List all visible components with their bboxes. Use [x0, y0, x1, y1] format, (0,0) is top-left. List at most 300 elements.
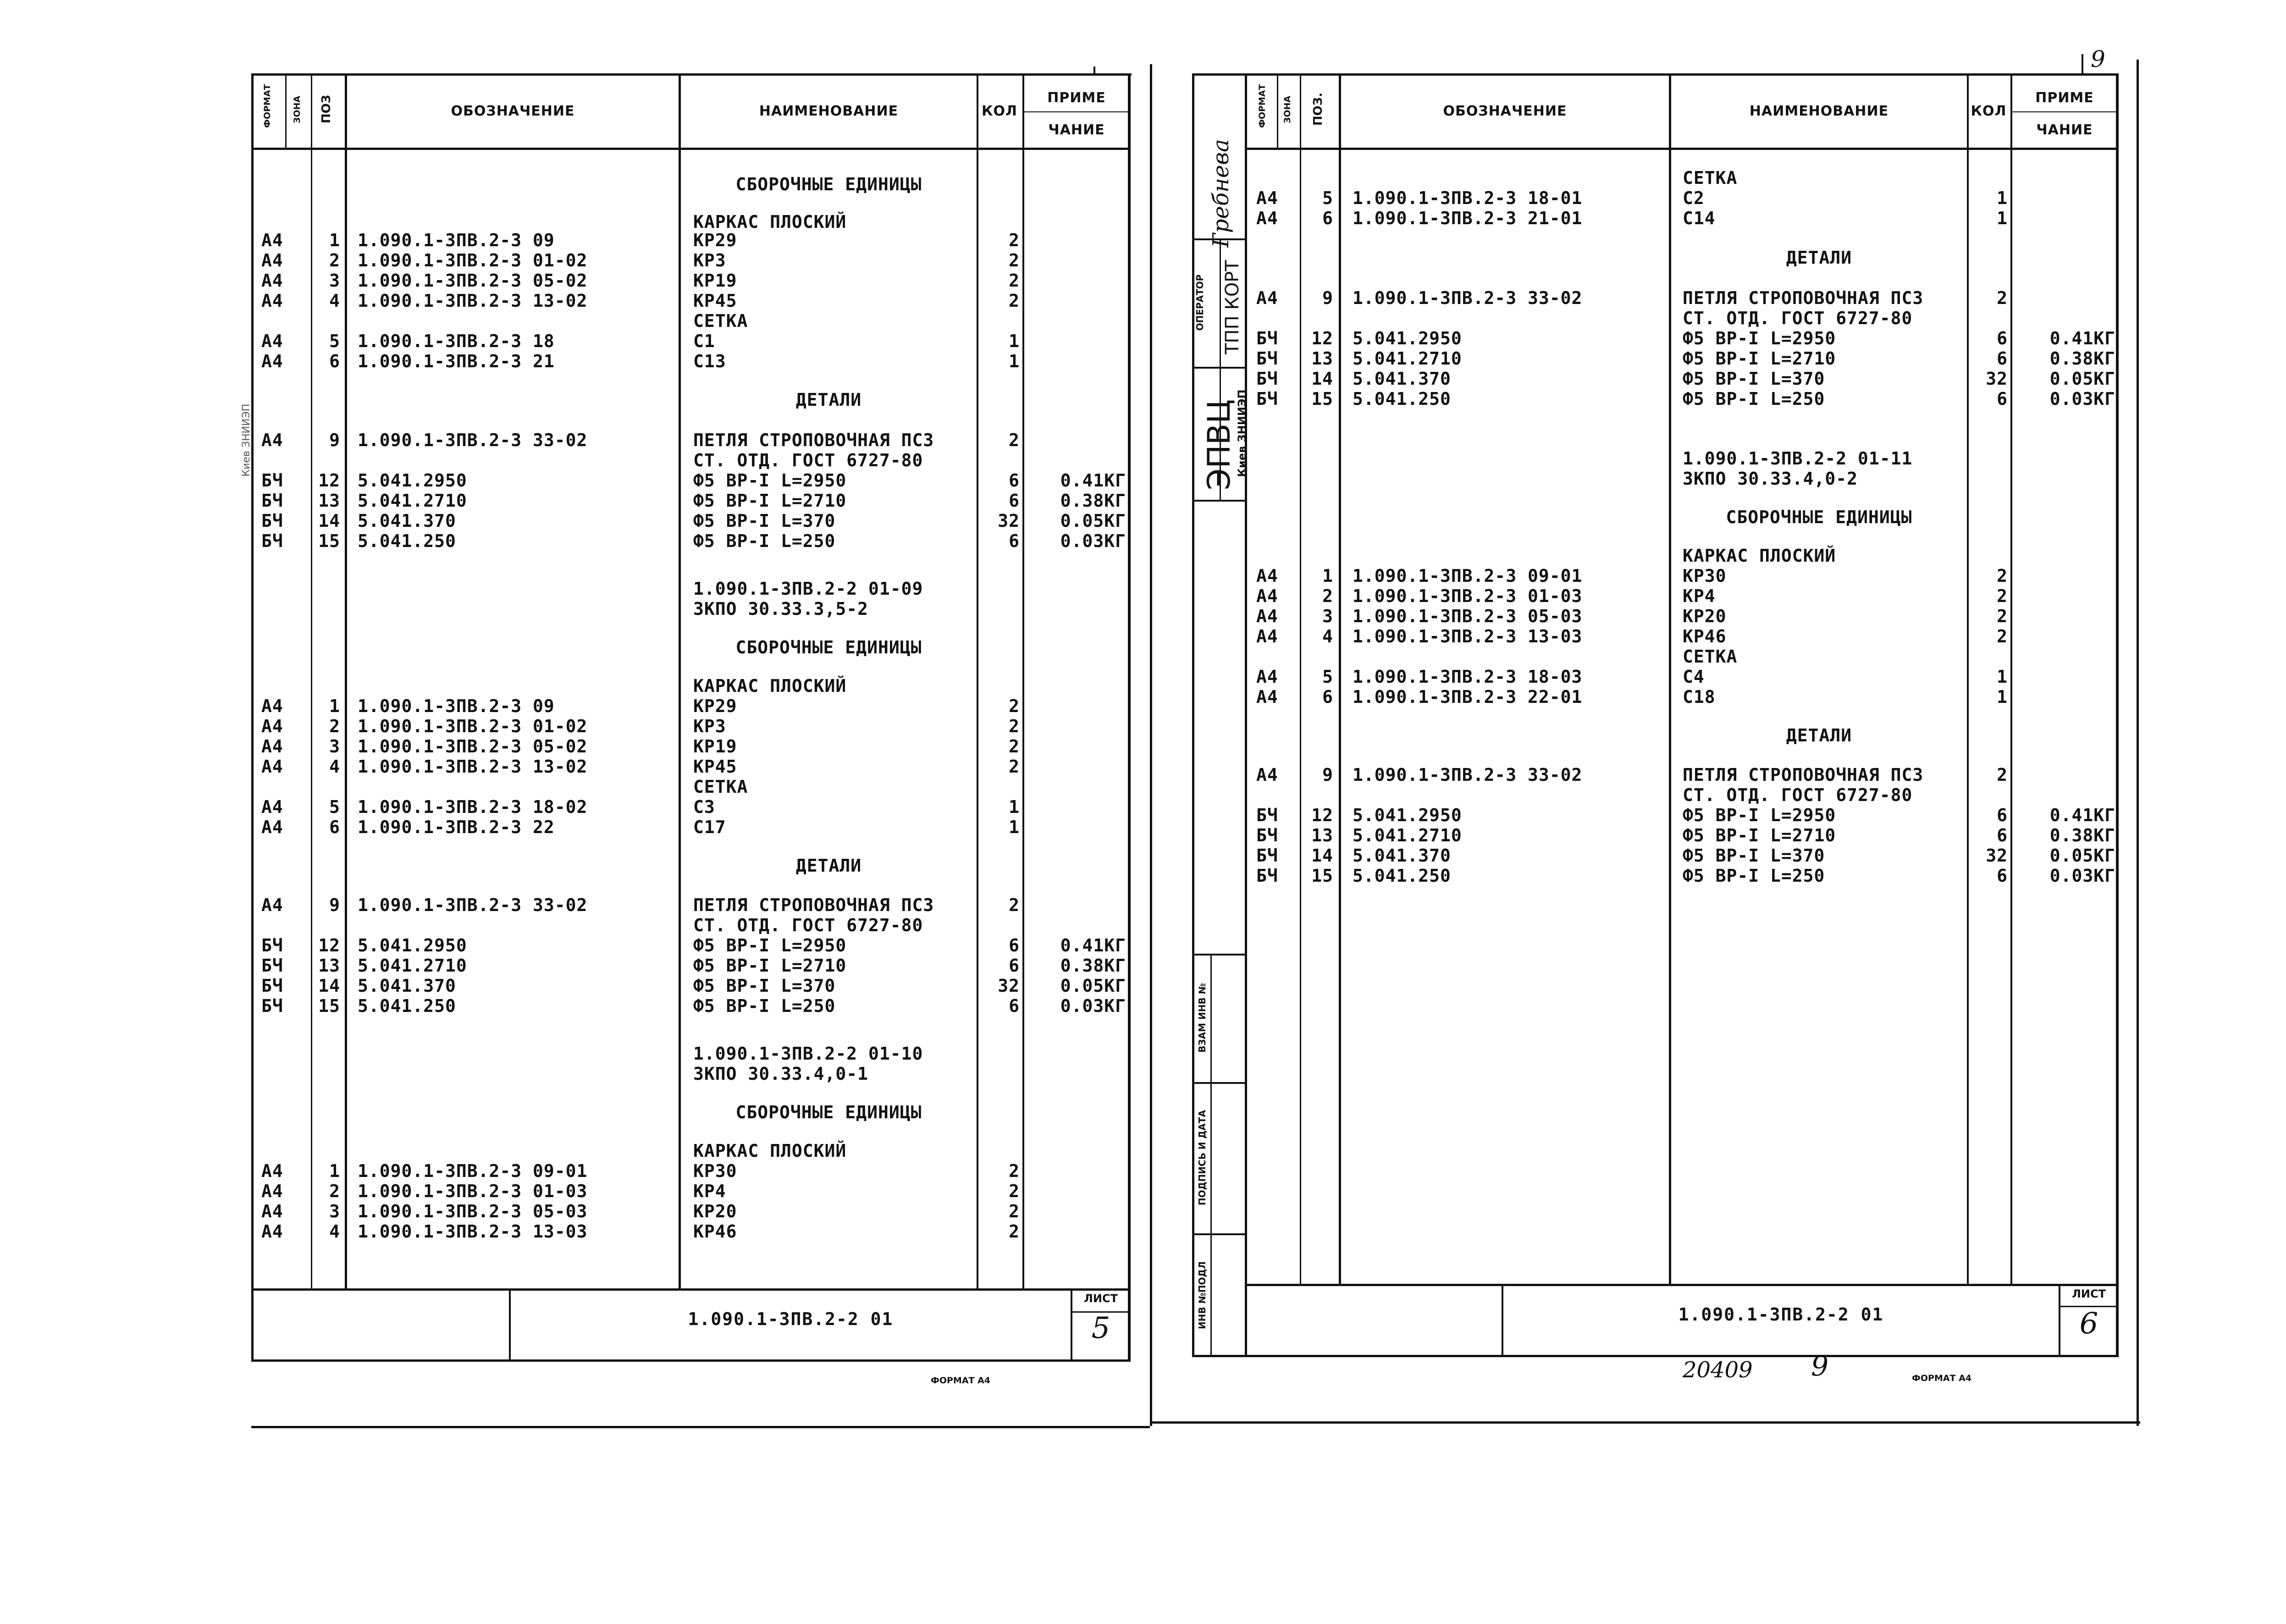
header-designation: ОБОЗНАЧЕНИЕ — [1443, 103, 1567, 119]
cell-note: 0.41КГ — [1060, 470, 1126, 491]
cell-format: А4 — [261, 430, 283, 450]
cell-pos: 1 — [329, 696, 340, 716]
cell-designation: 1.090.1-3ПВ.2-3 09 — [358, 230, 555, 250]
operator-label: ОПЕРАТОР — [1194, 274, 1205, 331]
cell-name: КР30 — [693, 1161, 737, 1181]
header-note-2: ЧАНИЕ — [2036, 122, 2093, 138]
org-name: ЭПВЦ — [1201, 399, 1237, 491]
cell-note: 0.41КГ — [2049, 328, 2115, 348]
cell-name: С18 — [1683, 687, 1716, 707]
cell-format: А4 — [261, 895, 283, 915]
cell-designation: 1.090.1-3ПВ.2-3 18-02 — [358, 797, 588, 817]
cell-pos: 6 — [1322, 687, 1333, 707]
cell-designation: 5.041.250 — [1353, 866, 1451, 886]
cell-pos: 3 — [329, 271, 340, 291]
cell-designation: 1.090.1-3ПВ.2-3 13-03 — [358, 1221, 588, 1242]
cell-qty: 6 — [1997, 389, 2008, 409]
table-row — [0, 866, 2286, 886]
header-qty: КОЛ — [1971, 103, 2007, 119]
cell-designation: 1.090.1-3ПВ.2-3 21-01 — [1353, 208, 1583, 228]
cell-format: БЧ — [261, 996, 283, 1016]
cell-pos: 1 — [329, 230, 340, 250]
cell-format: А4 — [1256, 626, 1278, 646]
cell-format: А4 — [1256, 208, 1278, 228]
cell-name: Ф5 ВР-I L=2950 — [693, 935, 847, 956]
cell-qty: 6 — [1009, 531, 1020, 551]
replace-inv-label: ВЗАМ ИНВ № — [1197, 983, 1208, 1053]
table-row — [0, 725, 2286, 746]
cell-name: ПЕТЛЯ СТРОПОВОЧНАЯ ПС3 — [1683, 765, 1924, 785]
cell-qty: 1 — [1997, 208, 2008, 228]
sheet-number: 6 — [2079, 1307, 2098, 1341]
header-name: НАИМЕНОВАНИЕ — [759, 103, 899, 119]
handwritten-page: 9 — [1811, 1350, 1829, 1382]
cell-pos: 6 — [1322, 208, 1333, 228]
cell-pos: 4 — [1322, 626, 1333, 646]
cell-format: А4 — [261, 331, 283, 351]
cell-qty: 2 — [1009, 757, 1020, 777]
cell-name: Ф5 ВР-I L=250 — [693, 996, 836, 1016]
header-pos: ПОЗ — [320, 94, 333, 124]
cell-designation: 1.090.1-3ПВ.2-3 33-02 — [1353, 288, 1583, 308]
table-row — [0, 369, 2286, 389]
cell-name: СЕТКА — [693, 311, 748, 331]
section-title: СБОРОЧНЫЕ ЕДИНИЦЫ — [735, 174, 922, 194]
cell-format: БЧ — [1256, 328, 1278, 348]
header-qty: КОЛ — [982, 103, 1017, 119]
cell-pos: 3 — [329, 1201, 340, 1221]
cell-name: Ф5 ВР-I L=2950 — [1683, 328, 1836, 348]
cell-note: 0.05КГ — [2049, 845, 2115, 866]
cell-qty: 2 — [1009, 230, 1020, 250]
cell-pos: 2 — [329, 716, 340, 736]
cell-name: 1.090.1-3ПВ.2-2 01-09 — [693, 579, 923, 599]
cell-format: А4 — [1256, 765, 1278, 785]
header-zone: ЗОНА — [292, 95, 302, 124]
cell-designation: 1.090.1-3ПВ.2-3 05-02 — [358, 736, 588, 757]
cell-qty: 2 — [1009, 430, 1020, 450]
side-note: Киев ЗНИИЭП — [241, 403, 252, 477]
cell-designation: 1.090.1-3ПВ.2-3 22-01 — [1353, 687, 1583, 707]
cell-name: С2 — [1683, 188, 1705, 208]
cell-pos: 9 — [329, 430, 340, 450]
cell-designation: 5.041.370 — [358, 976, 456, 996]
sheet-number: 5 — [1091, 1311, 1110, 1345]
cell-qty: 6 — [1009, 935, 1020, 956]
cell-format: А4 — [261, 230, 283, 250]
cell-pos: 12 — [318, 470, 340, 491]
cell-qty: 6 — [1997, 825, 2008, 845]
cell-pos: 9 — [1322, 765, 1333, 785]
cell-designation: 1.090.1-3ПВ.2-3 13-02 — [358, 291, 588, 311]
cell-pos: 1 — [329, 1161, 340, 1181]
cell-note: 0.41КГ — [1060, 935, 1126, 956]
cell-qty: 2 — [1009, 895, 1020, 915]
cell-designation: 5.041.370 — [1353, 369, 1451, 389]
cell-format: А4 — [261, 696, 283, 716]
cell-format: А4 — [1256, 606, 1278, 626]
cell-designation: 5.041.250 — [358, 531, 456, 551]
cell-name: КАРКАС ПЛОСКИЙ — [693, 676, 847, 696]
cell-designation: 1.090.1-3ПВ.2-3 21 — [358, 351, 555, 371]
cell-designation: 5.041.2710 — [1353, 348, 1462, 369]
cell-pos: 12 — [1311, 805, 1333, 825]
header-designation: ОБОЗНАЧЕНИЕ — [451, 103, 575, 119]
header-zone: ЗОНА — [1282, 95, 1292, 124]
cell-qty: 2 — [1997, 765, 2008, 785]
table-row — [0, 606, 2286, 626]
cell-name: КР46 — [693, 1221, 737, 1242]
cell-qty: 2 — [1009, 1181, 1020, 1201]
signature: Гребнева — [1208, 139, 1234, 248]
cell-name: С4 — [1683, 667, 1705, 687]
cell-format: А4 — [261, 716, 283, 736]
cell-designation: 5.041.2710 — [358, 491, 467, 511]
cell-format: БЧ — [261, 491, 283, 511]
cell-format: БЧ — [1256, 805, 1278, 825]
cell-qty: 6 — [1997, 348, 2008, 369]
cell-note: 0.03КГ — [1060, 531, 1126, 551]
cell-format: А4 — [261, 757, 283, 777]
cell-pos: 13 — [1311, 825, 1333, 845]
cell-format: БЧ — [261, 531, 283, 551]
cell-pos: 5 — [1322, 188, 1333, 208]
cell-designation: 1.090.1-3ПВ.2-3 18-03 — [1353, 667, 1583, 687]
cell-designation: 1.090.1-3ПВ.2-3 01-03 — [358, 1181, 588, 1201]
section-title: ДЕТАЛИ — [1786, 248, 1852, 268]
header-pos: ПОЗ. — [1311, 92, 1325, 126]
sheet-label: ЛИСТ — [2071, 1287, 2106, 1300]
cell-name: СЕТКА — [1683, 168, 1738, 188]
cell-designation: 5.041.2950 — [1353, 805, 1462, 825]
cell-qty: 1 — [1997, 188, 2008, 208]
cell-pos: 15 — [318, 996, 340, 1016]
cell-pos: 12 — [318, 935, 340, 956]
cell-format: БЧ — [1256, 369, 1278, 389]
cell-qty: 1 — [1997, 687, 2008, 707]
cell-name: С3 — [693, 797, 715, 817]
cell-pos: 14 — [1311, 845, 1333, 866]
cell-name: СТ. ОТД. ГОСТ 6727-80 — [693, 450, 923, 470]
format-label: ФОРМАТ А4 — [1912, 1373, 1972, 1383]
cell-note: 0.38КГ — [2049, 348, 2115, 369]
cell-designation: 1.090.1-3ПВ.2-3 01-02 — [358, 250, 588, 271]
cell-name: Ф5 ВР-I L=250 — [1683, 866, 1825, 886]
cell-qty: 2 — [1009, 716, 1020, 736]
cell-name: Ф5 ВР-I L=2710 — [693, 491, 847, 511]
cell-format: БЧ — [261, 976, 283, 996]
cell-designation: 5.041.2710 — [1353, 825, 1462, 845]
cell-name: ПЕТЛЯ СТРОПОВОЧНАЯ ПС3 — [1683, 288, 1924, 308]
cell-name: 1.090.1-3ПВ.2-2 01-10 — [693, 1044, 923, 1064]
section-title: ДЕТАЛИ — [795, 856, 862, 876]
document-designation: 1.090.1-3ПВ.2-2 01 — [1678, 1304, 1884, 1325]
table-row — [0, 248, 2286, 268]
cell-designation: 1.090.1-3ПВ.2-3 05-03 — [1353, 606, 1583, 626]
table-row — [0, 785, 2286, 805]
cell-name: Ф5 ВР-I L=370 — [1683, 369, 1825, 389]
cell-format: А4 — [1256, 566, 1278, 586]
cell-designation: 1.090.1-3ПВ.2-3 01-02 — [358, 716, 588, 736]
cell-format: БЧ — [1256, 845, 1278, 866]
table-row — [0, 825, 2286, 845]
cell-name: ПЕТЛЯ СТРОПОВОЧНАЯ ПС3 — [693, 430, 934, 450]
cell-qty: 32 — [998, 511, 1020, 531]
handwritten-number: 20409 — [1683, 1357, 1753, 1383]
cell-qty: 6 — [1009, 996, 1020, 1016]
cell-name: КР20 — [693, 1201, 737, 1221]
cell-qty: 2 — [1009, 736, 1020, 757]
cell-format: А4 — [261, 817, 283, 837]
header-note-1: ПРИМЕ — [2035, 90, 2094, 106]
cell-pos: 2 — [1322, 586, 1333, 606]
cell-format: А4 — [261, 797, 283, 817]
cell-designation: 5.041.250 — [1353, 389, 1451, 409]
cell-name: КР19 — [693, 736, 737, 757]
table-row — [0, 507, 2286, 527]
cell-qty: 6 — [1997, 805, 2008, 825]
cell-name: СЕТКА — [693, 777, 748, 797]
cell-qty: 1 — [1009, 351, 1020, 371]
cell-pos: 13 — [318, 956, 340, 976]
cell-format: БЧ — [1256, 389, 1278, 409]
cell-pos: 2 — [329, 1181, 340, 1201]
cell-format: А4 — [261, 351, 283, 371]
cell-name: Ф5 ВР-I L=2950 — [1683, 805, 1836, 825]
cell-designation: 1.090.1-3ПВ.2-3 18 — [358, 331, 555, 351]
cell-note: 0.38КГ — [1060, 956, 1126, 976]
section-title: СБОРОЧНЫЕ ЕДИНИЦЫ — [1726, 507, 1912, 527]
cell-pos: 3 — [1322, 606, 1333, 626]
header-note-2: ЧАНИЕ — [1048, 122, 1105, 138]
cell-name: КР29 — [693, 230, 737, 250]
cell-pos: 4 — [329, 1221, 340, 1242]
cell-designation: 1.090.1-3ПВ.2-3 05-03 — [358, 1201, 588, 1221]
cell-name: Ф5 ВР-I L=2950 — [693, 470, 847, 491]
cell-designation: 1.090.1-3ПВ.2-3 33-02 — [358, 895, 588, 915]
section-title: СБОРОЧНЫЕ ЕДИНИЦЫ — [735, 1102, 922, 1122]
cell-qty: 1 — [1009, 817, 1020, 837]
cell-pos: 15 — [318, 531, 340, 551]
cell-designation: 5.041.370 — [1353, 845, 1451, 866]
cell-qty: 2 — [1009, 291, 1020, 311]
cell-qty: 6 — [1997, 866, 2008, 886]
cell-pos: 9 — [329, 895, 340, 915]
cell-pos: 13 — [1311, 348, 1333, 369]
cell-designation: 5.041.2950 — [358, 935, 467, 956]
cell-qty: 32 — [998, 976, 1020, 996]
cell-format: А4 — [261, 736, 283, 757]
cell-format: А4 — [261, 1161, 283, 1181]
sheet-label: ЛИСТ — [1083, 1292, 1118, 1305]
cell-name: С13 — [693, 351, 726, 371]
cell-qty: 32 — [1986, 369, 2008, 389]
cell-name: КР3 — [693, 250, 726, 271]
cell-note: 0.05КГ — [1060, 976, 1126, 996]
cell-designation: 1.090.1-3ПВ.2-3 22 — [358, 817, 555, 837]
cell-pos: 5 — [1322, 667, 1333, 687]
cell-note: 0.38КГ — [2049, 825, 2115, 845]
cell-format: А4 — [261, 1201, 283, 1221]
cell-format: БЧ — [261, 956, 283, 976]
cell-note: 0.38КГ — [1060, 491, 1126, 511]
cell-pos: 5 — [329, 331, 340, 351]
table-row — [0, 646, 2286, 667]
cell-name: С1 — [693, 331, 715, 351]
table-row — [0, 566, 2286, 586]
sign-date-label: ПОДПИСЬ И ДАТА — [1197, 1110, 1208, 1206]
cell-qty: 2 — [1009, 696, 1020, 716]
table-row — [0, 805, 2286, 825]
cell-name: КР29 — [693, 696, 737, 716]
cell-pos: 1 — [1322, 566, 1333, 586]
cell-name: ПЕТЛЯ СТРОПОВОЧНАЯ ПС3 — [693, 895, 934, 915]
header-format: ФОРМАТ — [262, 84, 272, 128]
cell-pos: 14 — [318, 511, 340, 531]
header-name: НАИМЕНОВАНИЕ — [1749, 103, 1889, 119]
cell-designation: 1.090.1-3ПВ.2-3 09-01 — [358, 1161, 588, 1181]
cell-qty: 6 — [1997, 328, 2008, 348]
cell-qty: 1 — [1009, 331, 1020, 351]
table-row — [0, 687, 2286, 707]
cell-designation: 5.041.2710 — [358, 956, 467, 976]
table-row — [0, 389, 2286, 409]
section-title: СБОРОЧНЫЕ ЕДИНИЦЫ — [735, 637, 922, 657]
cell-qty: 2 — [1997, 566, 2008, 586]
cell-name: КР45 — [693, 291, 737, 311]
cell-designation: 5.041.370 — [358, 511, 456, 531]
cell-pos: 5 — [329, 797, 340, 817]
cell-format: А4 — [261, 1181, 283, 1201]
document-designation: 1.090.1-3ПВ.2-2 01 — [688, 1309, 894, 1329]
cell-pos: 12 — [1311, 328, 1333, 348]
cell-name: 3КПО 30.33.4,0-1 — [693, 1064, 869, 1084]
cell-format: А4 — [261, 291, 283, 311]
table-row — [0, 448, 2286, 469]
cell-note: 0.05КГ — [2049, 369, 2115, 389]
cell-name: КР3 — [693, 716, 726, 736]
cell-format: БЧ — [261, 470, 283, 491]
cell-pos: 15 — [1311, 389, 1333, 409]
table-row — [0, 586, 2286, 606]
cell-pos: 4 — [329, 757, 340, 777]
org-sub: Киев ЗНИИЭП — [1236, 389, 1248, 477]
cell-name: Ф5 ВР-I L=2710 — [1683, 825, 1836, 845]
cell-qty: 6 — [1009, 470, 1020, 491]
cell-designation: 1.090.1-3ПВ.2-3 18-01 — [1353, 188, 1583, 208]
cell-qty: 6 — [1009, 491, 1020, 511]
cell-pos: 6 — [329, 351, 340, 371]
cell-name: КАРКАС ПЛОСКИЙ — [693, 212, 847, 232]
cell-qty: 1 — [1009, 797, 1020, 817]
cell-note: 0.41КГ — [2049, 805, 2115, 825]
table-row — [0, 328, 2286, 348]
cell-name: КАРКАС ПЛОСКИЙ — [693, 1141, 847, 1161]
cell-designation: 1.090.1-3ПВ.2-3 13-02 — [358, 757, 588, 777]
cell-note: 0.03КГ — [2049, 866, 2115, 886]
cell-designation: 1.090.1-3ПВ.2-3 33-02 — [358, 430, 588, 450]
cell-qty: 32 — [1986, 845, 2008, 866]
table-row — [0, 308, 2286, 328]
cell-designation: 1.090.1-3ПВ.2-3 05-02 — [358, 271, 588, 291]
cell-name: КАРКАС ПЛОСКИЙ — [1683, 546, 1836, 566]
cell-pos: 14 — [318, 976, 340, 996]
cell-format: А4 — [1256, 667, 1278, 687]
table-row — [0, 667, 2286, 687]
cell-qty: 2 — [1009, 271, 1020, 291]
cell-qty: 2 — [1997, 626, 2008, 646]
table-row — [0, 168, 2286, 188]
cell-format: А4 — [1256, 586, 1278, 606]
cell-format: А4 — [1256, 288, 1278, 308]
cell-format: А4 — [261, 250, 283, 271]
operator-value: ТПП КОРТ — [1222, 260, 1243, 354]
cell-name: С14 — [1683, 208, 1716, 228]
cell-qty: 2 — [1997, 606, 2008, 626]
cell-format: БЧ — [1256, 866, 1278, 886]
cell-qty: 2 — [1997, 288, 2008, 308]
table-row — [0, 288, 2286, 308]
table-row — [0, 188, 2286, 208]
cell-designation: 5.041.250 — [358, 996, 456, 1016]
cell-name: Ф5 ВР-I L=370 — [693, 511, 836, 531]
cell-name: Ф5 ВР-I L=2710 — [693, 956, 847, 976]
cell-name: Ф5 ВР-I L=250 — [693, 531, 836, 551]
section-title: ДЕТАЛИ — [1786, 725, 1852, 746]
cell-format: А4 — [1256, 687, 1278, 707]
cell-format: А4 — [1256, 188, 1278, 208]
cell-designation: 5.041.2950 — [1353, 328, 1462, 348]
cell-qty: 2 — [1997, 586, 2008, 606]
section-title: ДЕТАЛИ — [795, 390, 862, 410]
cell-name: С17 — [693, 817, 726, 837]
cell-designation: 1.090.1-3ПВ.2-3 13-03 — [1353, 626, 1583, 646]
cell-designation: 1.090.1-3ПВ.2-3 01-03 — [1353, 586, 1583, 606]
cell-qty: 2 — [1009, 1161, 1020, 1181]
cell-pos: 15 — [1311, 866, 1333, 886]
cell-name: КР20 — [1683, 606, 1727, 626]
cell-name: 1.090.1-3ПВ.2-2 01-11 — [1683, 448, 1913, 469]
format-label: ФОРМАТ А4 — [931, 1375, 991, 1386]
cell-note: 0.05КГ — [1060, 511, 1126, 531]
cell-qty: 2 — [1009, 1201, 1020, 1221]
cell-name: КР19 — [693, 271, 737, 291]
table-row — [0, 765, 2286, 785]
table-row — [0, 348, 2286, 369]
cell-name: СТ. ОТД. ГОСТ 6727-80 — [1683, 308, 1913, 328]
cell-format: А4 — [261, 1221, 283, 1242]
cell-format: БЧ — [261, 511, 283, 531]
cell-name: КР30 — [1683, 566, 1727, 586]
cell-note: 0.03КГ — [2049, 389, 2115, 409]
cell-name: КР4 — [693, 1181, 726, 1201]
inv-podl-label: ИНВ №ПОДЛ — [1197, 1261, 1208, 1329]
table-row — [0, 469, 2286, 489]
cell-pos: 4 — [329, 291, 340, 311]
cell-name: Ф5 ВР-I L=370 — [693, 976, 836, 996]
cell-qty: 2 — [1009, 250, 1020, 271]
cell-name: Ф5 ВР-I L=370 — [1683, 845, 1825, 866]
cell-format: БЧ — [1256, 825, 1278, 845]
cell-pos: 6 — [329, 817, 340, 837]
cell-name: Ф5 ВР-I L=250 — [1683, 389, 1825, 409]
cell-name: СТ. ОТД. ГОСТ 6727-80 — [693, 915, 923, 935]
table-row — [0, 208, 2286, 228]
cell-pos: 14 — [1311, 369, 1333, 389]
cell-designation: 5.041.2950 — [358, 470, 467, 491]
cell-designation: 1.090.1-3ПВ.2-3 33-02 — [1353, 765, 1583, 785]
cell-qty: 2 — [1009, 1221, 1020, 1242]
